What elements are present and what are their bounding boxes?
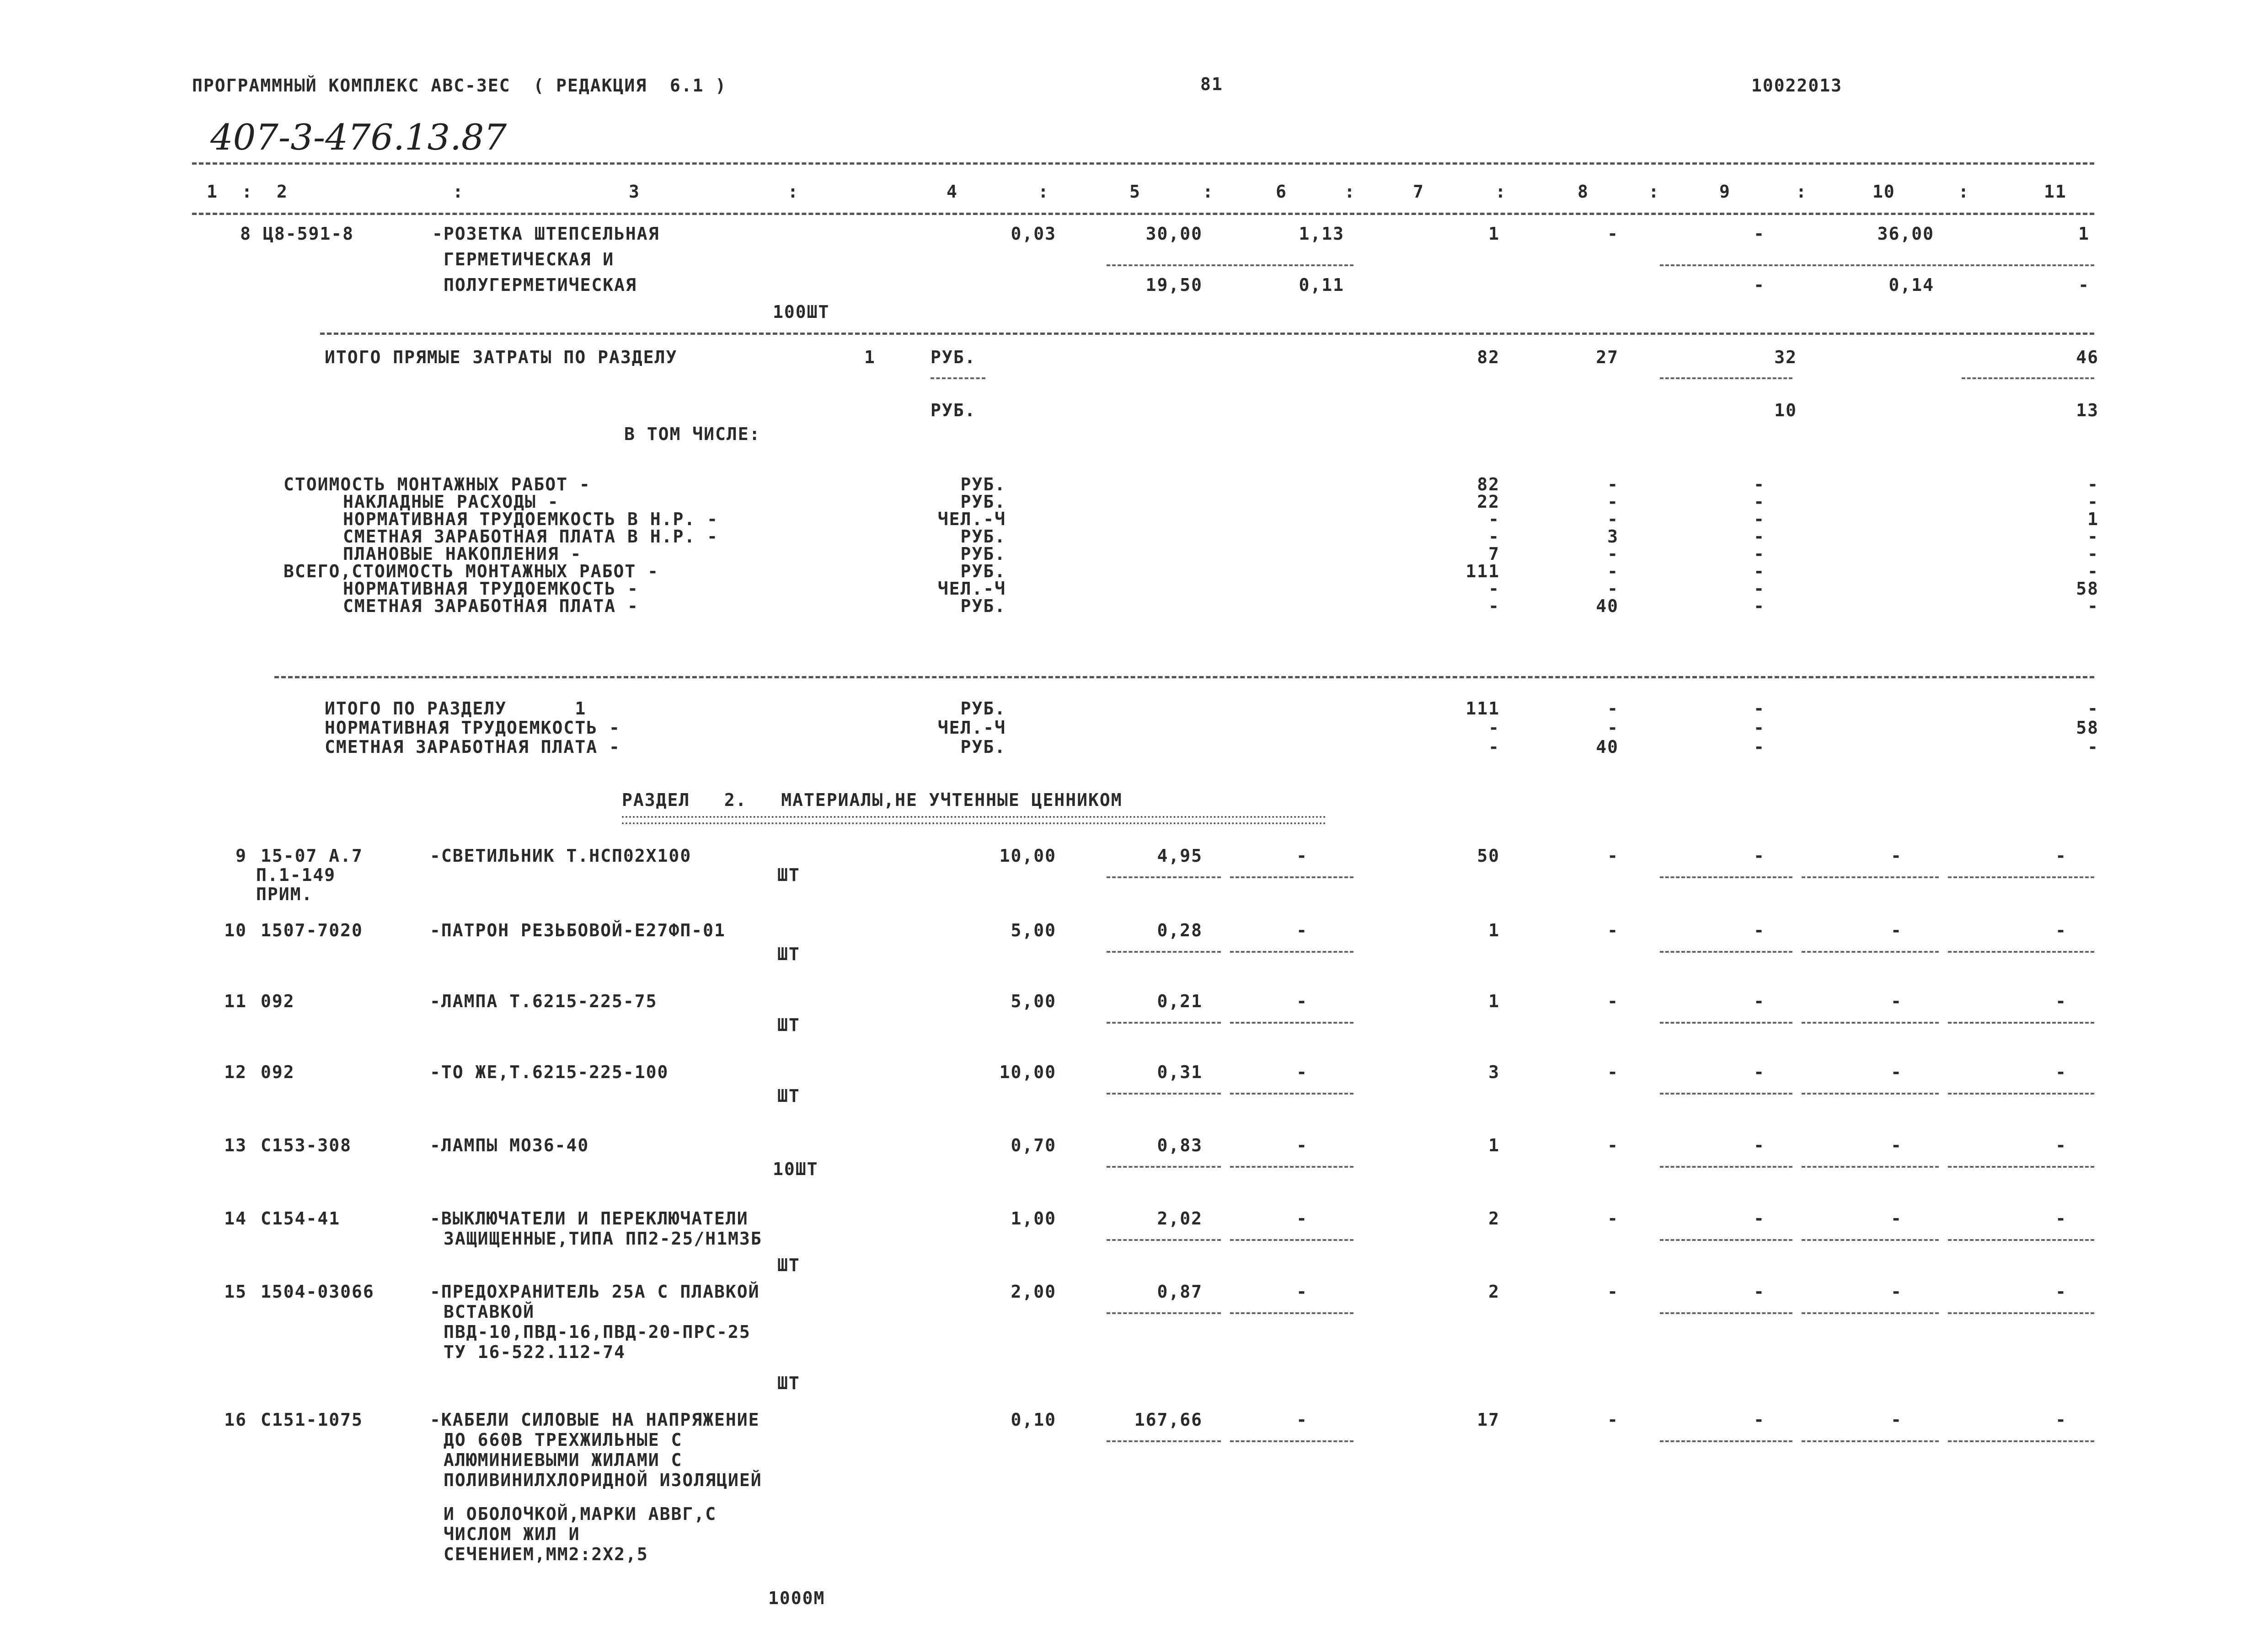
col6-value: -: [1296, 920, 1308, 940]
col11-value: 58: [2076, 718, 2099, 738]
subtotal-rule: [1802, 1093, 1939, 1095]
col11-value: -: [2055, 1282, 2067, 1302]
col9-value: -: [1754, 561, 1765, 581]
col7-value: 1: [1488, 920, 1500, 940]
col9-value: -: [1754, 1282, 1765, 1302]
col11-value: 46: [2076, 347, 2099, 367]
col11-value: -: [2087, 698, 2099, 719]
col9-value: 32: [1774, 347, 1797, 367]
col5-value: 0,21: [1157, 991, 1203, 1011]
item-description-line: ДО 660В ТРЕХЖИЛЬНЫЕ С: [444, 1430, 683, 1450]
item-code-line: С151-1075: [261, 1410, 363, 1430]
col10-value: -: [1891, 991, 1902, 1011]
column-header-9: 9: [1719, 182, 1731, 202]
summary-label: НОРМАТИВНАЯ ТРУДОЕМКОСТЬ В Н.Р. -: [343, 509, 718, 529]
col7-value: 7: [1488, 544, 1500, 564]
summary-label: ПЛАНОВЫЕ НАКОПЛЕНИЯ -: [343, 544, 582, 564]
summary-unit: РУБ.: [960, 544, 1006, 564]
item-description-line: И ОБОЛОЧКОЙ,МАРКИ АВВГ,С: [444, 1504, 717, 1524]
item-description-line: ТУ 16-522.112-74: [444, 1342, 626, 1362]
col7-value: 111: [1466, 561, 1500, 581]
col4-quantity: 0,03: [1011, 224, 1056, 244]
col8-value: 27: [1596, 347, 1619, 367]
col4-quantity: 5,00: [1011, 991, 1056, 1011]
col8-value: -: [1607, 544, 1619, 564]
col8-value: -: [1607, 579, 1619, 599]
col8-value: -: [1607, 1062, 1619, 1082]
subtotal-rule: [1948, 1312, 2094, 1314]
header-bottom-rule: [192, 213, 2094, 215]
subtotal-rule: [1230, 1440, 1353, 1442]
col5-value: 4,95: [1157, 846, 1203, 866]
col9-value: -: [1754, 698, 1765, 719]
subtotal-rule: [1660, 1166, 1792, 1168]
summary-unit: РУБ.: [960, 492, 1006, 512]
section-2-underline: [622, 816, 1326, 824]
subtotal-rule: [1948, 951, 2094, 953]
subtotal-rule: [1660, 876, 1792, 878]
col7-value: 17: [1477, 1410, 1500, 1430]
col6-value: -: [1296, 1410, 1308, 1430]
subtotal-rule: [1948, 1166, 2094, 1168]
col6-value: 0,11: [1299, 275, 1344, 295]
column-separator: :: [1038, 182, 1049, 202]
col7-value: -: [1488, 579, 1500, 599]
col8-value: -: [1607, 718, 1619, 738]
col9-value: -: [1754, 526, 1765, 547]
col10-value: -: [1891, 1062, 1902, 1082]
subtotal-rule: [1230, 1093, 1353, 1095]
col9-value: -: [1754, 1062, 1765, 1082]
column-separator: :: [241, 182, 253, 202]
item-description-line: -ВЫКЛЮЧАТЕЛИ И ПЕРЕКЛЮЧАТЕЛИ: [430, 1208, 749, 1229]
item-description-line: -ПРЕДОХРАНИТЕЛЬ 25А С ПЛАВКОЙ: [430, 1282, 760, 1302]
col6-value: -: [1296, 846, 1308, 866]
col11-value: 13: [2076, 400, 2099, 420]
col11-value: -: [2087, 544, 2099, 564]
col5-value: 2,02: [1157, 1208, 1203, 1229]
subtotal-rule: [1660, 951, 1792, 953]
col8-value: -: [1607, 1208, 1619, 1229]
subtotal-rule: [1802, 1440, 1939, 1442]
subtotal-rule: [1660, 1093, 1792, 1095]
col11-value: -: [2055, 991, 2067, 1011]
col8-value: -: [1607, 1282, 1619, 1302]
subtotal-rule: [1107, 951, 1221, 953]
col9-value: -: [1754, 718, 1765, 738]
item-description-line: СЕЧЕНИЕМ,ММ2:2Х2,5: [444, 1544, 648, 1564]
subtotal-rule: [1107, 876, 1221, 878]
subtotal-rule: [1107, 1093, 1221, 1095]
total-section-number: 1: [864, 347, 876, 367]
col11-value: -: [2087, 474, 2099, 494]
section-total-unit: РУБ.: [960, 698, 1006, 719]
section-total-unit: РУБ.: [960, 737, 1006, 757]
subtotal-rule: [1230, 1166, 1353, 1168]
item-unit: 100ШТ: [773, 302, 830, 322]
summary-unit: ЧЕЛ.-Ч: [937, 579, 1006, 599]
col10-value: 0,14: [1888, 275, 1934, 295]
col9-value: -: [1754, 579, 1765, 599]
subtotal-rule: [1660, 1022, 1792, 1024]
col6-value: -: [1296, 1208, 1308, 1229]
header-top-rule: [192, 162, 2094, 165]
subtotal-rule: [1107, 1166, 1221, 1168]
item-code-line: 1504-03066: [261, 1282, 374, 1302]
item-description-line: -СВЕТИЛЬНИК Т.НСП02Х100: [430, 846, 692, 866]
item-unit: ШТ: [777, 1086, 800, 1106]
item-description-line: -ЛАМПЫ МО36-40: [430, 1135, 589, 1155]
col9-value: 10: [1774, 400, 1797, 420]
item-code-line: 092: [261, 1062, 295, 1082]
item-code-line: 1507-7020: [261, 920, 363, 940]
col10-value: -: [1891, 1282, 1902, 1302]
item-number: 12: [224, 1062, 247, 1082]
col11-value: 1: [2087, 509, 2099, 529]
summary-label: СМЕТНАЯ ЗАРАБОТНАЯ ПЛАТА В Н.Р. -: [343, 526, 718, 547]
subtotal-rule: [1802, 951, 1939, 953]
item-number: 10: [224, 920, 247, 940]
col11-value: -: [2055, 846, 2067, 866]
col9-value: -: [1754, 737, 1765, 757]
item-description-line: ПВД-10,ПВД-16,ПВД-20-ПРС-25: [444, 1322, 751, 1342]
col7-value: 22: [1477, 492, 1500, 512]
col4-quantity: 2,00: [1011, 1282, 1056, 1302]
col8-value: -: [1607, 1410, 1619, 1430]
item-number: 13: [224, 1135, 247, 1155]
col11-value: -: [2087, 561, 2099, 581]
col9-value: -: [1754, 1410, 1765, 1430]
column-header-11: 11: [2044, 182, 2067, 202]
section-total-label: СМЕТНАЯ ЗАРАБОТНАЯ ПЛАТА -: [325, 737, 620, 757]
page-number: 81: [1200, 74, 1223, 94]
col8-value: -: [1607, 991, 1619, 1011]
col11-value: -: [2087, 737, 2099, 757]
summary-label: СМЕТНАЯ ЗАРАБОТНАЯ ПЛАТА -: [343, 596, 639, 616]
col7-value: 2: [1488, 1208, 1500, 1229]
col7-value: 111: [1466, 698, 1500, 719]
subtotal-rule: [1107, 264, 1353, 266]
item-number: 16: [224, 1410, 247, 1430]
col11-value: -: [2087, 492, 2099, 512]
col7-value: -: [1488, 718, 1500, 738]
summary-label: ВСЕГО,СТОИМОСТЬ МОНТАЖНЫХ РАБОТ -: [284, 561, 659, 581]
subtotal-rule: [1230, 1022, 1353, 1024]
col11-value: -: [2055, 1135, 2067, 1155]
col10-value: -: [1891, 920, 1902, 940]
col8-value: -: [1607, 698, 1619, 719]
col5-value: 0,87: [1157, 1282, 1203, 1302]
col9-value: -: [1754, 474, 1765, 494]
col10-value: 36,00: [1877, 224, 1934, 244]
col6-value: 1,13: [1299, 224, 1344, 244]
summary-unit: РУБ.: [960, 596, 1006, 616]
summary-label: НАКЛАДНЫЕ РАСХОДЫ -: [343, 492, 559, 512]
col8-value: -: [1607, 492, 1619, 512]
summary-unit: РУБ.: [960, 474, 1006, 494]
subtotal-rule: [1962, 377, 2094, 379]
section-total-label: ИТОГО ПО РАЗДЕЛУ 1: [325, 698, 587, 719]
subtotal-rule: [1230, 876, 1353, 878]
col6-value: -: [1296, 1062, 1308, 1082]
col4-quantity: 10,00: [999, 846, 1056, 866]
subtotal-rule: [1107, 1022, 1221, 1024]
col9-value: -: [1754, 544, 1765, 564]
item-description-line: ЗАЩИЩЕННЫЕ,ТИПА ПП2-25/Н1М3Б: [444, 1229, 762, 1249]
col7-value: 3: [1488, 1062, 1500, 1082]
subtotal-rule: [1802, 1239, 1939, 1241]
col10-value: -: [1891, 1135, 1902, 1155]
subtotal-rule: [1802, 1312, 1939, 1314]
col4-quantity: 10,00: [999, 1062, 1056, 1082]
item-number: 9: [235, 846, 247, 866]
summary-label: СТОИМОСТЬ МОНТАЖНЫХ РАБОТ -: [284, 474, 591, 494]
col5-value: 19,50: [1145, 275, 1203, 295]
item-code-line: П.1-149: [256, 865, 336, 885]
col8-value: 40: [1596, 737, 1619, 757]
column-separator: :: [453, 182, 464, 202]
item-description-line: ГЕРМЕТИЧЕСКАЯ И: [444, 249, 615, 269]
column-header-4: 4: [947, 182, 958, 202]
column-header-10: 10: [1872, 182, 1895, 202]
subtotal-rule: [1660, 377, 1792, 379]
item-description-line: -ПАТРОН РЕЗЬБОВОЙ-Е27ФП-01: [430, 920, 726, 940]
separator-rule: [274, 676, 2094, 678]
summary-unit: РУБ.: [960, 526, 1006, 547]
total-unit: РУБ.: [931, 400, 976, 420]
item-code-line: 15-07 А.7: [261, 846, 363, 866]
item-unit: ШТ: [777, 865, 800, 885]
item-unit: ШТ: [777, 1255, 800, 1275]
document-code: 10022013: [1751, 75, 1843, 96]
subtotal-rule: [1948, 876, 2094, 878]
section-2-title: РАЗДЕЛ 2. МАТЕРИАЛЫ,НЕ УЧТЕННЫЕ ЦЕННИКОМ: [622, 790, 1123, 810]
item-description-line: ЧИСЛОМ ЖИЛ И: [444, 1524, 580, 1544]
section-total-label: НОРМАТИВНАЯ ТРУДОЕМКОСТЬ -: [325, 718, 620, 738]
col9-value: -: [1754, 596, 1765, 616]
col7-value: -: [1488, 526, 1500, 547]
col11-value: 58: [2076, 579, 2099, 599]
col7-value: -: [1488, 737, 1500, 757]
column-header-8: 8: [1578, 182, 1589, 202]
col8-value: 3: [1607, 526, 1619, 547]
col7-value: 1: [1488, 1135, 1500, 1155]
item-description-line: ПОЛИВИНИЛХЛОРИДНОЙ ИЗОЛЯЦИЕЙ: [444, 1470, 762, 1490]
col9-value: -: [1754, 846, 1765, 866]
col9-value: -: [1754, 492, 1765, 512]
col8-value: -: [1607, 509, 1619, 529]
subtotal-rule: [931, 377, 985, 379]
column-header-7: 7: [1413, 182, 1424, 202]
col4-quantity: 5,00: [1011, 920, 1056, 940]
subtotal-rule: [1948, 1022, 2094, 1024]
col5-value: 0,28: [1157, 920, 1203, 940]
column-separator: :: [1495, 182, 1507, 202]
subtotal-rule: [1230, 1239, 1353, 1241]
col11-value: -: [2087, 596, 2099, 616]
column-separator: :: [1796, 182, 1808, 202]
col7-value: 82: [1477, 474, 1500, 494]
subtotal-rule: [1107, 1239, 1221, 1241]
subtotal-rule: [1948, 1440, 2094, 1442]
col9-value: -: [1754, 224, 1765, 244]
col8-value: 40: [1596, 596, 1619, 616]
item-number: 14: [224, 1208, 247, 1229]
item-description-line: -КАБЕЛИ СИЛОВЫЕ НА НАПРЯЖЕНИЕ: [430, 1410, 760, 1430]
column-separator: :: [1958, 182, 1970, 202]
col11-value: -: [2078, 275, 2090, 295]
col9-value: -: [1754, 991, 1765, 1011]
col11-value: -: [2055, 1208, 2067, 1229]
item-number: 15: [224, 1282, 247, 1302]
col5-value: 167,66: [1134, 1410, 1203, 1430]
col5-value: 30,00: [1145, 224, 1203, 244]
col8-value: -: [1607, 846, 1619, 866]
item-description-line: ПОЛУГЕРМЕТИЧЕСКАЯ: [444, 275, 637, 295]
column-header-2: 2: [277, 182, 288, 202]
col7-value: 1: [1488, 991, 1500, 1011]
summary-unit: РУБ.: [960, 561, 1006, 581]
subtotal-rule: [1660, 264, 2094, 266]
item-number: 8: [240, 224, 251, 244]
item-code-line: С153-308: [261, 1135, 352, 1155]
column-separator: :: [1648, 182, 1660, 202]
col7-value: 50: [1477, 846, 1500, 866]
including-heading: В ТОМ ЧИСЛЕ:: [624, 424, 761, 444]
item-code: Ц8-591-8: [263, 224, 354, 244]
col8-value: -: [1607, 920, 1619, 940]
col7-value: 2: [1488, 1282, 1500, 1302]
summary-unit: ЧЕЛ.-Ч: [937, 509, 1006, 529]
col5-value: 0,83: [1157, 1135, 1203, 1155]
col9-value: -: [1754, 920, 1765, 940]
program-header: ПРОГРАММНЫЙ КОМПЛЕКС АВС-3ЕС ( РЕДАКЦИЯ 6.1 ): [192, 75, 727, 96]
col9-value: -: [1754, 1208, 1765, 1229]
item-number: 11: [224, 991, 247, 1011]
col6-value: -: [1296, 991, 1308, 1011]
column-header-6: 6: [1276, 182, 1287, 202]
col11-value: -: [2055, 920, 2067, 940]
subtotal-rule: [1802, 1166, 1939, 1168]
column-header-1: 1: [207, 182, 218, 202]
col8-value: -: [1607, 474, 1619, 494]
item-unit: ШТ: [777, 1015, 800, 1035]
handwritten-reference: 407-3-476.13.87: [210, 117, 507, 158]
subtotal-rule: [1660, 1312, 1792, 1314]
col6-value: -: [1296, 1135, 1308, 1155]
item-code-line: С154-41: [261, 1208, 341, 1229]
item-unit: 1000М: [768, 1588, 825, 1608]
column-header-3: 3: [629, 182, 640, 202]
col7-value: -: [1488, 596, 1500, 616]
col6-value: -: [1296, 1282, 1308, 1302]
subtotal-rule: [1660, 1239, 1792, 1241]
subtotal-rule: [1107, 1440, 1221, 1442]
subtotal-rule: [1660, 1440, 1792, 1442]
col7-value: 1: [1488, 224, 1500, 244]
col8-value: -: [1607, 1135, 1619, 1155]
subtotal-rule: [1107, 1312, 1221, 1314]
subtotal-rule: [1230, 951, 1353, 953]
item-unit: ШТ: [777, 1373, 800, 1393]
col8-value: -: [1607, 561, 1619, 581]
col4-quantity: 0,10: [1011, 1410, 1056, 1430]
item-code-line: ПРИМ.: [256, 884, 313, 904]
col11-value: -: [2087, 526, 2099, 547]
item-description-line: -РОЗЕТКА ШТЕПСЕЛЬНАЯ: [432, 224, 660, 244]
item-unit: ШТ: [777, 944, 800, 964]
column-separator: :: [1203, 182, 1214, 202]
item-unit: 10ШТ: [773, 1159, 818, 1179]
subtotal-rule: [1230, 1312, 1353, 1314]
col10-value: -: [1891, 1208, 1902, 1229]
summary-label: НОРМАТИВНАЯ ТРУДОЕМКОСТЬ -: [343, 579, 639, 599]
column-separator: :: [787, 182, 799, 202]
section-total-unit: ЧЕЛ.-Ч: [937, 718, 1006, 738]
subtotal-rule: [1802, 876, 1939, 878]
item-description-line: -ЛАМПА Т.6215-225-75: [430, 991, 658, 1011]
item-description-line: АЛЮМИНИЕВЫМИ ЖИЛАМИ С: [444, 1450, 683, 1470]
item-code-line: 092: [261, 991, 295, 1011]
col9-value: -: [1754, 275, 1765, 295]
col8-value: -: [1607, 224, 1619, 244]
col4-quantity: 0,70: [1011, 1135, 1056, 1155]
col11-value: -: [2055, 1410, 2067, 1430]
separator-rule: [320, 333, 2094, 335]
total-unit: РУБ.: [931, 347, 976, 367]
col7-value: 82: [1477, 347, 1500, 367]
column-header-5: 5: [1129, 182, 1141, 202]
col11-value: 1: [2078, 224, 2090, 244]
subtotal-rule: [1948, 1239, 2094, 1241]
col10-value: -: [1891, 1410, 1902, 1430]
item-description-line: -ТО ЖЕ,Т.6215-225-100: [430, 1062, 669, 1082]
column-separator: :: [1344, 182, 1356, 202]
col4-quantity: 1,00: [1011, 1208, 1056, 1229]
item-description-line: ВСТАВКОЙ: [444, 1302, 535, 1322]
subtotal-rule: [1802, 1022, 1939, 1024]
col9-value: -: [1754, 509, 1765, 529]
col9-value: -: [1754, 1135, 1765, 1155]
col11-value: -: [2055, 1062, 2067, 1082]
col7-value: -: [1488, 509, 1500, 529]
col5-value: 0,31: [1157, 1062, 1203, 1082]
total-label: ИТОГО ПРЯМЫЕ ЗАТРАТЫ ПО РАЗДЕЛУ: [325, 347, 678, 367]
subtotal-rule: [1948, 1093, 2094, 1095]
col10-value: -: [1891, 846, 1902, 866]
